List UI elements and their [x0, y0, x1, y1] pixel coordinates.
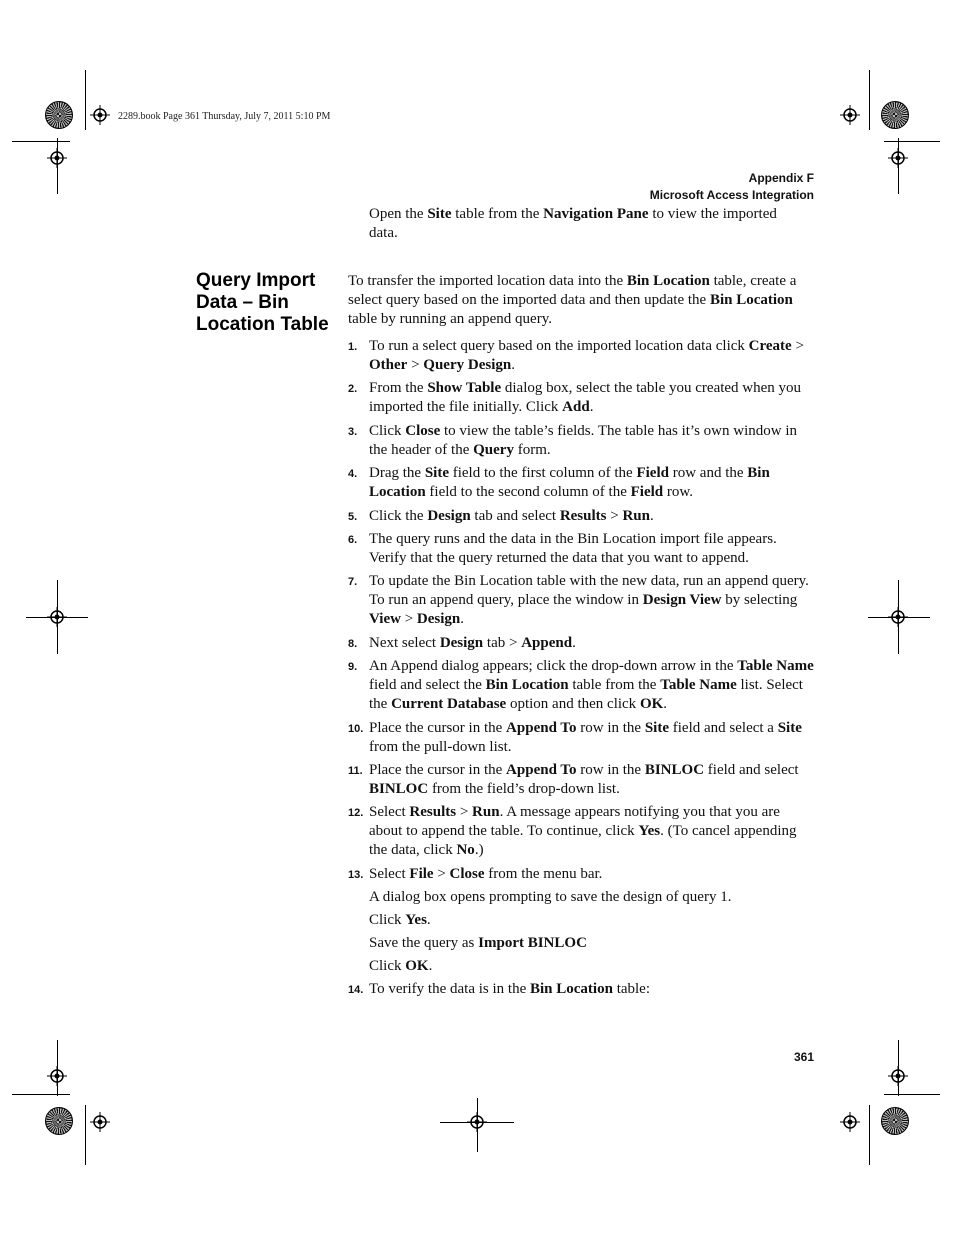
intro-paragraph: Open the Site table from the Navigation Pane to view the imported data. — [369, 206, 777, 241]
bold-term: Navigation Pane — [543, 206, 649, 222]
procedure-step — [348, 337, 814, 375]
crop-mark-icon — [477, 1098, 478, 1152]
procedure-step — [348, 803, 814, 860]
step-number: 5. — [348, 510, 358, 523]
step-number: 1. — [348, 341, 358, 353]
step-text: Click Close to view the table’s fields. The table has it’s own window in the header of the Query form. — [369, 422, 797, 458]
crop-mark-icon — [884, 141, 940, 142]
bold-term: Append — [521, 634, 573, 651]
procedure-steps — [348, 337, 814, 999]
section-body — [348, 272, 814, 1003]
bold-term: Add — [562, 399, 590, 416]
step-number: 3. — [348, 425, 358, 438]
registration-mark-icon — [90, 105, 110, 125]
bold-term: OK — [639, 696, 664, 713]
step-number: 13. — [348, 868, 364, 881]
bold-term: Close — [405, 422, 441, 439]
crop-mark-icon — [898, 138, 899, 194]
section-heading: Query Import Data – Bin Location Table — [196, 270, 329, 335]
step-text: From the Show Table dialog box, select the table you created when you imported the file initially. Click Add. — [369, 380, 802, 416]
bold-term: Bin Location — [530, 981, 613, 998]
step-number: 2. — [348, 383, 358, 396]
bold-term: Table Name — [737, 658, 814, 675]
bold-term: Other — [369, 357, 408, 373]
running-head-title: Microsoft Access Integration — [649, 188, 814, 202]
step-number: 12. — [348, 807, 364, 820]
lead-paragraph: To transfer the imported location data into the Bin Location table, create a select query based on the imported data and then update the Bin Location table by running an append query. — [348, 273, 797, 327]
color-dial-icon — [45, 101, 73, 129]
step-text: Select Results > Run. A message appears notifying you that you are about to append the table. To continue, click Yes. (To cancel appending the data, click No.) — [369, 804, 797, 859]
color-dial-icon — [881, 1107, 909, 1135]
bold-term: Bin Location — [709, 292, 793, 308]
procedure-step — [348, 464, 814, 502]
step-text: Click the Design tab and select Results > Run. — [369, 507, 654, 524]
bold-term: Results — [409, 804, 457, 821]
registration-mark-icon — [840, 1112, 860, 1132]
bold-term: View — [369, 611, 401, 628]
bold-term: Yes — [405, 911, 427, 928]
bold-term: OK — [405, 957, 429, 974]
bold-term: Append To — [506, 761, 577, 778]
bold-term: Site — [777, 719, 802, 736]
crop-mark-icon — [884, 1094, 940, 1095]
step-subparagraph: A dialog box opens prompting to save the design of query 1. — [369, 888, 732, 905]
bold-term: Results — [559, 507, 607, 524]
bold-term: Run — [622, 507, 650, 524]
procedure-step — [348, 634, 814, 653]
procedure-step — [348, 865, 814, 976]
step-number: 10. — [348, 722, 364, 735]
procedure-step — [348, 980, 814, 999]
bold-term: Design View — [642, 592, 722, 609]
crop-mark-icon — [57, 1040, 58, 1096]
bold-term: Table Name — [660, 677, 737, 694]
bold-term: Site — [644, 719, 670, 736]
registration-mark-icon — [90, 1112, 110, 1132]
print-slug: 2289.book Page 361 Thursday, July 7, 2011 5:10 PM — [118, 111, 331, 122]
bold-term: Create — [748, 338, 792, 354]
step-text: To run a select query based on the imported location data click Create > Other > Query Design. — [369, 338, 804, 373]
procedure-step — [348, 761, 814, 799]
step-subparagraph: Save the query as Import BINLOC — [369, 934, 587, 951]
bold-term: Import BINLOC — [478, 934, 587, 951]
step-text: To verify the data is in the Bin Location table: — [369, 981, 651, 998]
step-number: 14. — [348, 984, 364, 997]
running-head-chapter: Appendix F — [748, 171, 814, 185]
crop-mark-icon — [868, 617, 930, 618]
step-subparagraph: Click Yes. — [369, 911, 431, 928]
bold-term: Yes — [638, 823, 661, 840]
bold-term: BINLOC — [369, 780, 429, 797]
bold-term: Append To — [506, 719, 577, 736]
step-number: 4. — [348, 468, 358, 481]
crop-mark-icon — [57, 138, 58, 194]
procedure-step — [348, 657, 814, 714]
crop-mark-icon — [898, 1040, 899, 1096]
bold-term: Design — [416, 611, 461, 628]
step-text: Select File > Close from the menu bar. — [369, 865, 603, 882]
crop-mark-icon — [869, 70, 870, 130]
step-number: 11. — [348, 764, 363, 777]
step-text: Next select Design tab > Append. — [369, 634, 576, 651]
bold-term: Site — [424, 465, 449, 482]
step-number: 8. — [348, 637, 358, 650]
crop-mark-icon — [26, 617, 88, 618]
step-text: Place the cursor in the Append To row in the Site field and select a Site from the pull-down list. — [369, 719, 802, 755]
bold-term: Bin Location — [369, 465, 770, 501]
step-subparagraph: Click OK. — [369, 957, 433, 974]
bold-term: No — [456, 842, 475, 859]
procedure-step — [348, 379, 814, 417]
step-number: 6. — [348, 533, 358, 546]
crop-mark-icon — [85, 1105, 86, 1165]
bold-term: Bin Location — [485, 677, 569, 694]
crop-mark-icon — [12, 141, 70, 142]
color-dial-icon — [45, 1107, 73, 1135]
bold-term: Bin Location — [626, 273, 710, 289]
step-text: Drag the Site field to the first column of the Field row and the Bin Location field to the second column of the Field row. — [369, 465, 770, 501]
bold-term: Field — [630, 484, 664, 501]
bold-term: File — [409, 865, 434, 882]
step-text: The query runs and the data in the Bin Location import file appears. Verify that the query returned the data that you want to append. — [369, 530, 777, 566]
step-number: 9. — [348, 661, 358, 674]
bold-term: Run — [472, 804, 500, 821]
registration-mark-icon — [840, 105, 860, 125]
bold-term: Field — [636, 465, 669, 482]
crop-mark-icon — [869, 1105, 870, 1165]
bold-term: Query Design — [423, 357, 512, 373]
bold-term: Design — [427, 507, 471, 524]
bold-term: Design — [439, 634, 484, 651]
procedure-step — [348, 572, 814, 629]
bold-term: Query — [473, 441, 514, 458]
procedure-step — [348, 530, 814, 568]
crop-mark-icon — [12, 1094, 70, 1095]
procedure-step — [348, 719, 814, 757]
step-text: To update the Bin Location table with the new data, run an append query. To run an append query, place the window in Design View by selecting View > Design. — [369, 573, 809, 628]
page-number: 361 — [793, 1050, 814, 1064]
bold-term: Close — [449, 865, 485, 882]
bold-term: Site — [427, 206, 452, 222]
bold-term: Show Table — [427, 380, 502, 397]
step-number: 7. — [348, 576, 358, 589]
crop-mark-icon — [85, 70, 86, 130]
color-dial-icon — [881, 101, 909, 129]
bold-term: Current Database — [391, 696, 507, 713]
step-text: Place the cursor in the Append To row in the BINLOC field and select BINLOC from the field’s drop-down list. — [369, 761, 799, 797]
bold-term: BINLOC — [644, 761, 705, 778]
step-text: An Append dialog appears; click the drop-down arrow in the Table Name field and select the Bin Location table from the Table Name list. Select the Current Database option and then click OK. — [369, 658, 814, 713]
procedure-step — [348, 422, 814, 460]
procedure-step — [348, 507, 814, 526]
